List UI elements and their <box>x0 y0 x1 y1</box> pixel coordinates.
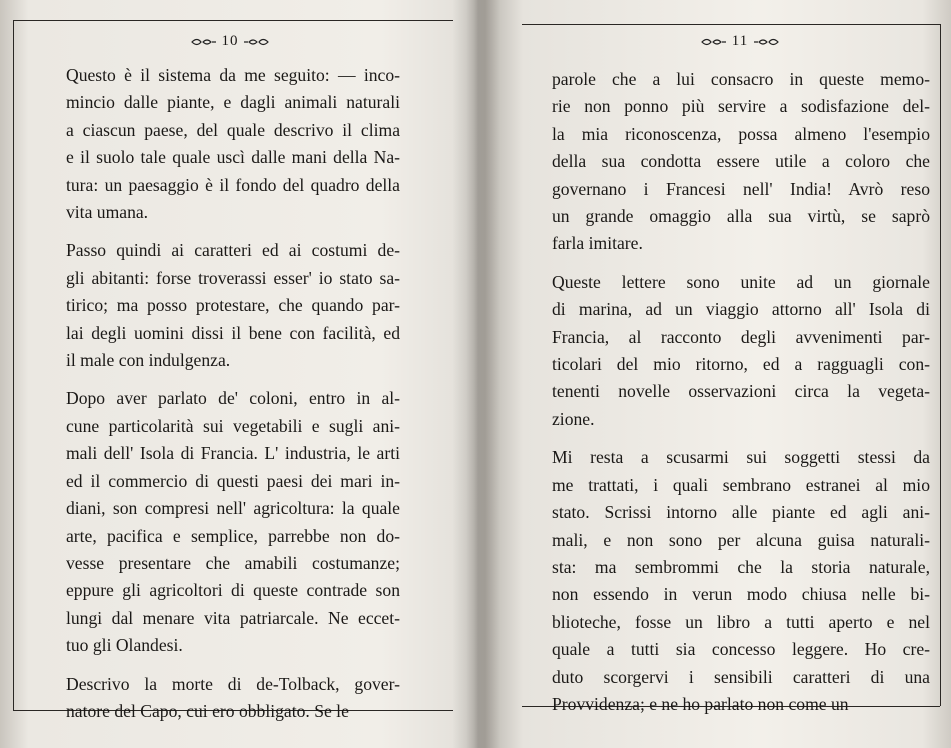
text-line: un grande omaggio alla sua virtù, se saprò <box>552 206 930 227</box>
text-line: mali dell' Isola di Francia. L' industria, le arti <box>66 443 400 464</box>
text-line: tirico; ma posso protestare, che quando par- <box>66 295 400 316</box>
page-text <box>552 66 930 718</box>
text-line: mali, e non sono per alcuna guisa naturali- <box>552 529 930 550</box>
text-line: sta: ma sembrommi che la storia naturale, <box>552 556 930 577</box>
text-line: di marina, ad un viaggio attorno all' Isola di <box>552 299 930 320</box>
page-border-right <box>940 24 941 706</box>
text-line: Passo quindi ai caratteri ed ai costumi de- <box>66 240 400 261</box>
text-line: cune particolarità sui vegetabili e sugli ani- <box>66 415 400 436</box>
text-line: tenenti novelle osservazioni circa la vegeta- <box>552 381 930 402</box>
text-line: Francia, al racconto degli avvenimenti par- <box>552 326 930 347</box>
text-line: duto scorgervi i sensibili caratteri di una <box>552 666 930 687</box>
text-line: eppure gli agricoltori di queste contrade son <box>66 580 400 601</box>
text-line: governano i Francesi nell' India! Avrò reso <box>552 178 930 199</box>
page-border-left <box>13 20 14 710</box>
right-page <box>490 0 951 748</box>
paragraph-gap <box>66 226 400 237</box>
text-line: natore del Capo, cui ero obbligato. Se le <box>66 700 349 721</box>
page-border-top <box>13 20 453 21</box>
page-number: 11 <box>731 33 749 49</box>
ornament-right-icon <box>753 37 779 47</box>
text-line: gli abitanti: forse troverassi esser' io stato sa- <box>66 267 400 288</box>
paragraph-gap <box>66 660 400 671</box>
text-line: rie non ponno più servire a sodisfazione del- <box>552 96 930 117</box>
text-line: della sua condotta essere utile a coloro che <box>552 151 930 172</box>
page-number: 10 <box>221 33 239 49</box>
paragraph-gap <box>552 433 930 444</box>
text-line: me trattati, i quali sembrano estranei al mio <box>552 474 930 495</box>
text-line: e il suolo tale quale uscì dalle mani della Na- <box>66 147 400 168</box>
text-line: vita umana. <box>66 202 149 223</box>
left-page <box>0 0 470 748</box>
page-header <box>60 33 400 50</box>
page-text <box>66 62 400 725</box>
text-line: la mia riconoscenza, possa almeno l'esempio <box>552 123 930 144</box>
page-header <box>550 33 930 50</box>
ornament-right-icon <box>243 37 269 47</box>
text-line: arte, pacifica e semplice, parrebbe non do- <box>66 525 400 546</box>
text-line: stato. Scrissi intorno alle piante ed agli ani- <box>552 502 930 523</box>
ornament-left-icon <box>191 37 217 47</box>
text-line: blioteche, fosse un libro a tutti aperto e nel <box>552 611 930 632</box>
paragraph-gap <box>66 374 400 385</box>
text-line: ticolari del mio ritorno, ed a ragguagli con- <box>552 354 930 375</box>
text-line: ed il commercio di questi paesi dei mari in- <box>66 470 400 491</box>
paragraph-gap <box>552 258 930 269</box>
text-line: zione. <box>552 408 595 429</box>
text-line: farla imitare. <box>552 233 643 254</box>
text-line: Provvidenza; e ne ho parlato non come un <box>552 693 849 714</box>
text-line: lai degli uomini dissi il bene con facilità, ed <box>66 322 400 343</box>
text-line: Queste lettere sono unite ad un giornale <box>552 271 930 292</box>
text-line: diani, son compresi nell' agricoltura: la quale <box>66 498 400 519</box>
text-line: il male con indulgenza. <box>66 350 231 371</box>
text-line: vesse presentare che amabili costumanze; <box>66 552 400 573</box>
ornament-left-icon <box>701 37 727 47</box>
text-line: mincio dalle piante, e dagli animali naturali <box>66 92 400 113</box>
text-line: parole che a lui consacro in queste memo- <box>552 69 930 89</box>
text-line: lungi dal menare vita patriarcale. Ne eccet- <box>66 607 400 628</box>
text-line: Descrivo la morte di de-Tolback, gover- <box>66 673 400 694</box>
text-line: Mi resta a scusarmi sui soggetti stessi da <box>552 447 930 468</box>
text-line: Dopo aver parlato de' coloni, entro in al- <box>66 388 400 409</box>
page-border-top <box>522 24 940 25</box>
text-line: Questo è il sistema da me seguito: — inco- <box>66 65 400 85</box>
text-line: a ciascun paese, del quale descrivo il clima <box>66 119 400 140</box>
text-line: quale a tutti sia concesso leggere. Ho cre- <box>552 639 930 660</box>
text-line: tuo gli Olandesi. <box>66 635 183 656</box>
text-line: non essendo in verun modo chiusa nelle bi- <box>552 584 930 605</box>
text-line: tura: un paesaggio è il fondo del quadro della <box>66 174 400 195</box>
